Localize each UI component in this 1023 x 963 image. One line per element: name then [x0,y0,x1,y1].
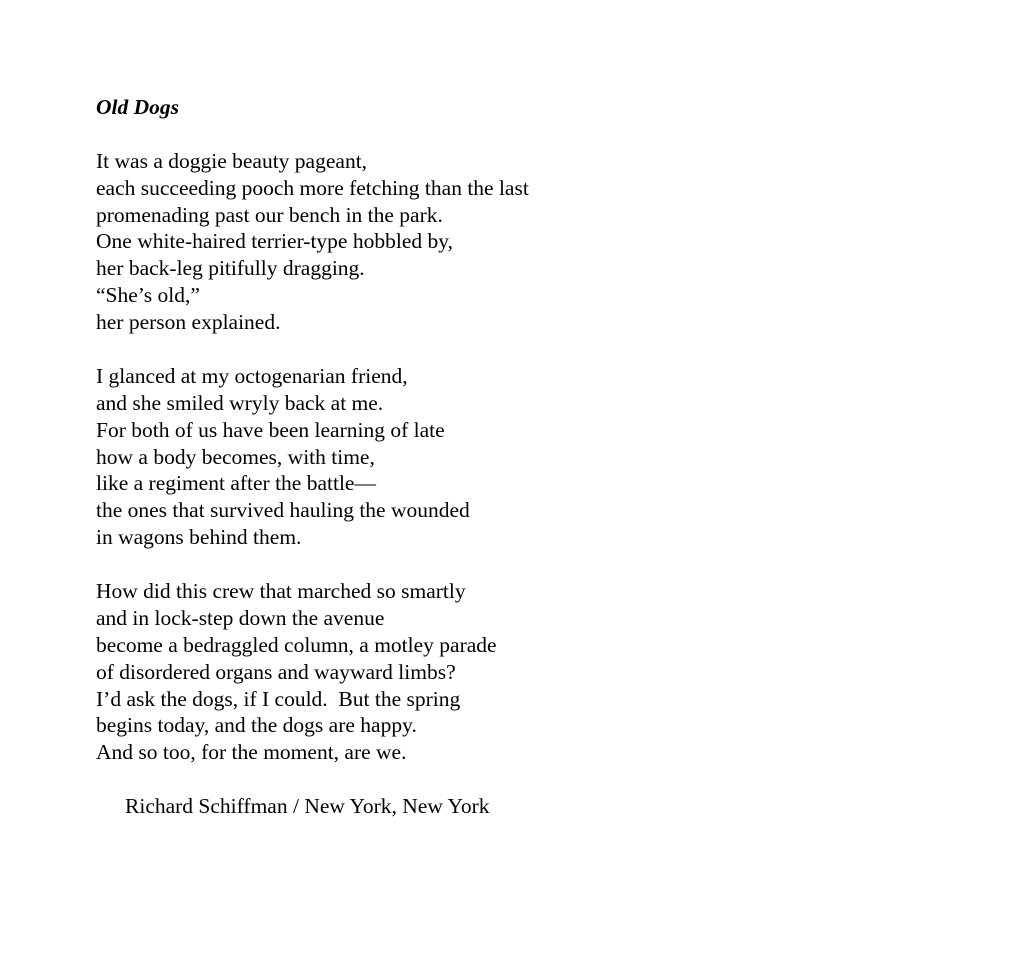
poem-byline: Richard Schiffman / New York, New York [125,794,490,819]
poem-line: her person explained. [96,310,281,335]
poem-line: For both of us have been learning of late [96,417,445,442]
poem-line: I’d ask the dogs, if I could. But the spring [96,686,461,711]
poem-line: I glanced at my octogenarian friend, [96,363,408,388]
poem-line: and in lock-step down the avenue [96,605,385,630]
stanza-1 [96,148,976,336]
poem-line: in wagons behind them. [96,525,302,550]
poem-page [96,94,976,820]
poem-line: become a bedraggled column, a motley parade [96,632,497,657]
poem-line: And so too, for the moment, are we. [96,740,407,765]
stanza-3 [96,578,976,766]
poem-line: like a regiment after the battle— [96,471,376,496]
poem-line: promenading past our bench in the park. [96,202,443,227]
poem-line: How did this crew that marched so smartly [96,579,466,604]
poem-title: Old Dogs [96,95,180,119]
poem-line: “She’s old,” [96,283,200,308]
stanza-2 [96,363,976,551]
poem-line: her back-leg pitifully dragging. [96,256,365,281]
poem-line: of disordered organs and wayward limbs? [96,659,456,684]
poem-line: and she smiled wryly back at me. [96,390,384,415]
poem-line: It was a doggie beauty pageant, [96,148,368,173]
poem-line: the ones that survived hauling the wounded [96,498,470,523]
poem-line: each succeeding pooch more fetching than the last [96,175,529,200]
poem-line: begins today, and the dogs are happy. [96,713,417,738]
poem-line: how a body becomes, with time, [96,444,375,469]
poem-line: One white-haired terrier-type hobbled by, [96,229,453,254]
